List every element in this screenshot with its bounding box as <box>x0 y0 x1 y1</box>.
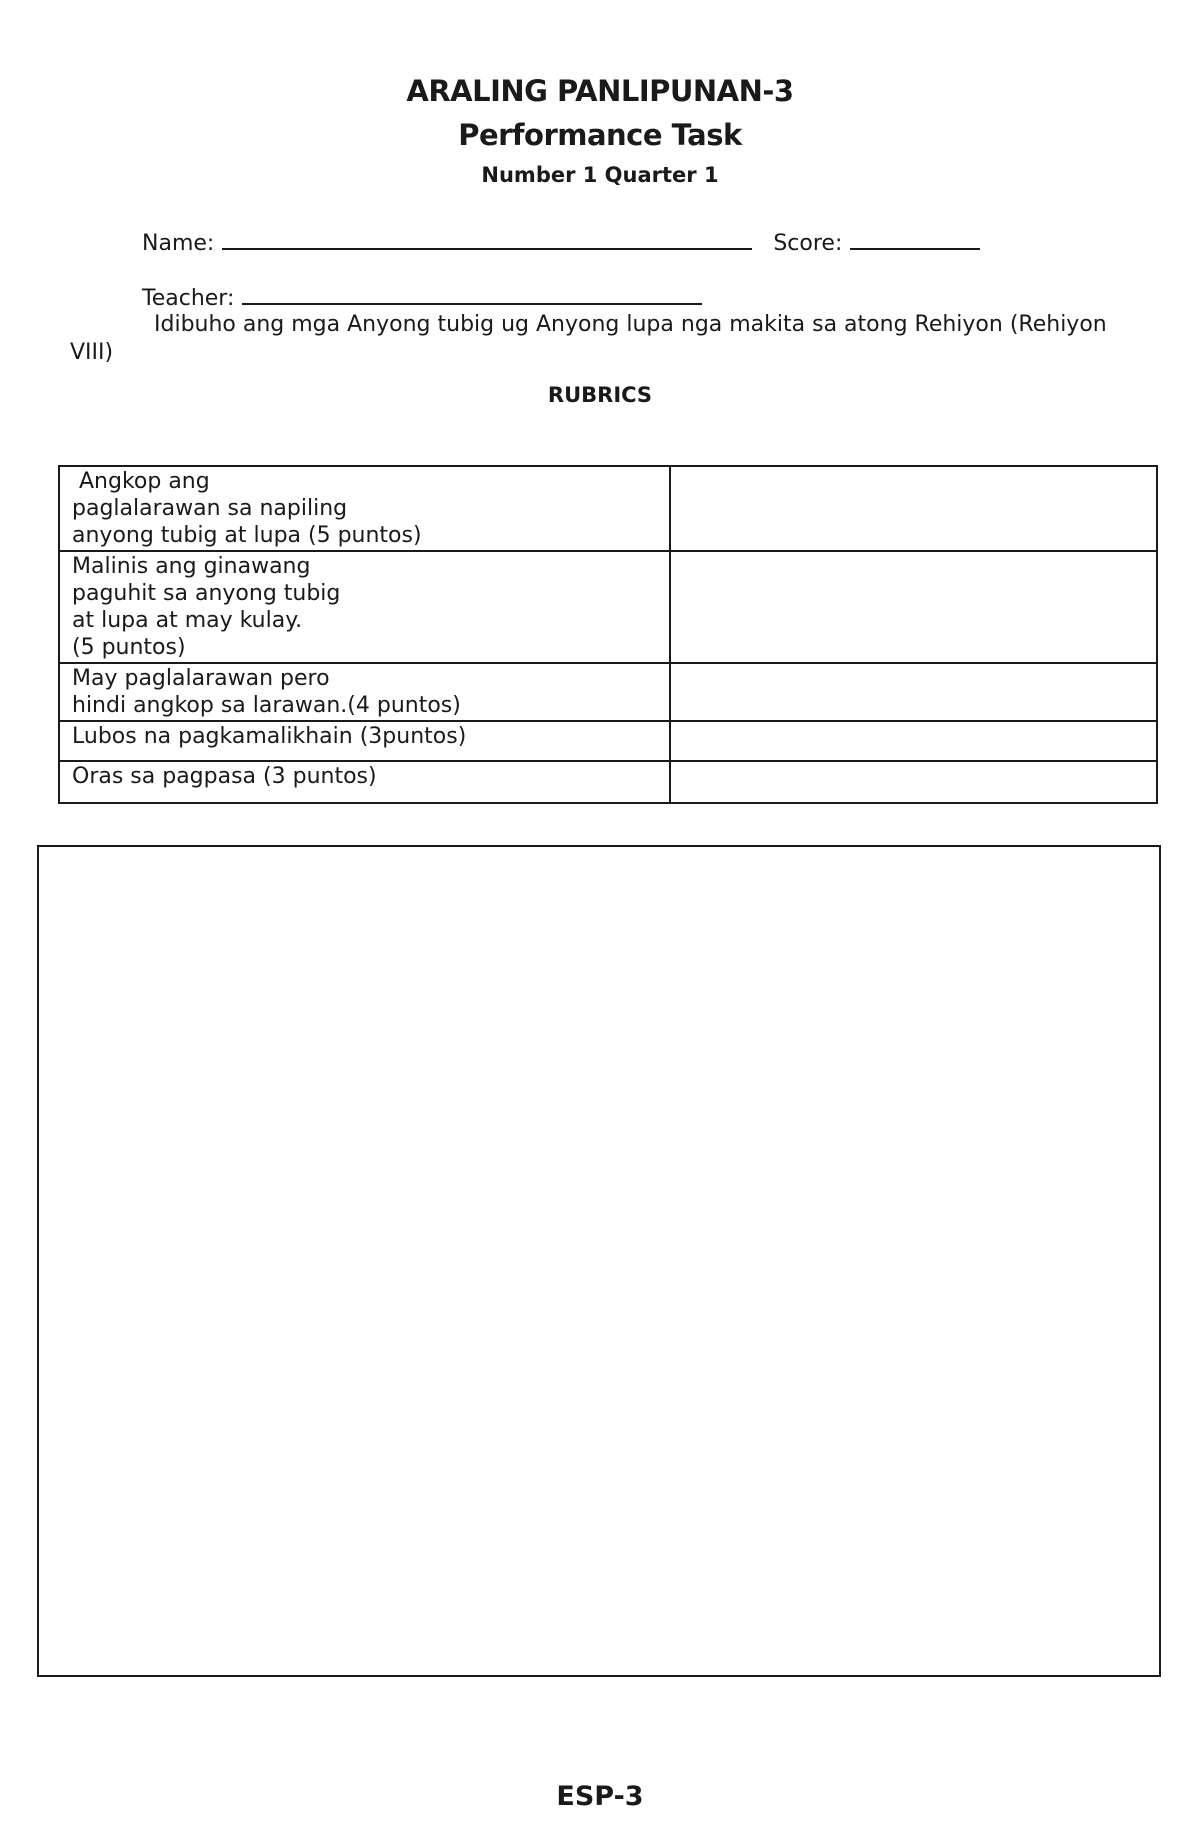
rubric-row <box>59 761 1157 803</box>
teacher-row <box>142 283 702 311</box>
criterion-line: paguhit sa anyong tubig <box>72 581 341 606</box>
rubric-score-cell[interactable] <box>670 721 1157 761</box>
rubric-row <box>59 721 1157 761</box>
subject-title: ARALING PANLIPUNAN-3 <box>406 74 794 108</box>
rubric-score-cell[interactable] <box>670 761 1157 803</box>
rubric-criterion-cell <box>59 721 670 761</box>
criterion-line: Lubos na pagkamalikhain (3puntos) <box>72 724 467 749</box>
number-quarter-subtitle: Number 1 Quarter 1 <box>481 163 719 187</box>
rubric-criterion-cell <box>59 663 670 721</box>
criterion-line: at lupa at may kulay. <box>72 608 303 633</box>
criterion-line: (5 puntos) <box>72 635 186 660</box>
footer-label: ESP-3 <box>556 1781 644 1812</box>
rubric-criterion-cell <box>59 761 670 803</box>
teacher-blank[interactable] <box>242 283 702 305</box>
rubric-score-cell[interactable] <box>670 663 1157 721</box>
name-blank[interactable] <box>222 228 752 250</box>
rubric-row <box>59 663 1157 721</box>
score-blank[interactable] <box>850 228 980 250</box>
name-label: Name: <box>142 231 215 256</box>
drawing-area[interactable] <box>37 845 1161 1677</box>
rubrics-heading: RUBRICS <box>547 383 653 407</box>
teacher-label: Teacher: <box>142 286 235 311</box>
rubric-row <box>59 466 1157 551</box>
criterion-line: Malinis ang ginawang <box>72 554 311 579</box>
criterion-line: hindi angkop sa larawan.(4 puntos) <box>72 693 461 718</box>
criterion-line: May paglalarawan pero <box>72 666 330 691</box>
rubrics-table <box>58 465 1158 804</box>
criterion-line: Oras sa pagpasa (3 puntos) <box>72 764 377 789</box>
criterion-line: paglalarawan sa napiling <box>72 496 348 521</box>
score-label: Score: <box>773 231 843 256</box>
rubric-criterion-cell <box>59 466 670 551</box>
name-score-row <box>142 228 980 256</box>
rubric-row <box>59 551 1157 663</box>
task-title: Performance Task <box>458 118 742 152</box>
rubric-score-cell[interactable] <box>670 551 1157 663</box>
criterion-line: anyong tubig at lupa (5 puntos) <box>72 523 422 548</box>
rubric-criterion-cell <box>59 551 670 663</box>
criterion-line: Angkop ang <box>72 469 210 494</box>
instructions-text: Idibuho ang mga Anyong tubig ug Anyong lupa nga makita sa atong Rehiyon (Rehiyon VIII) <box>70 312 1107 365</box>
rubric-score-cell[interactable] <box>670 466 1157 551</box>
